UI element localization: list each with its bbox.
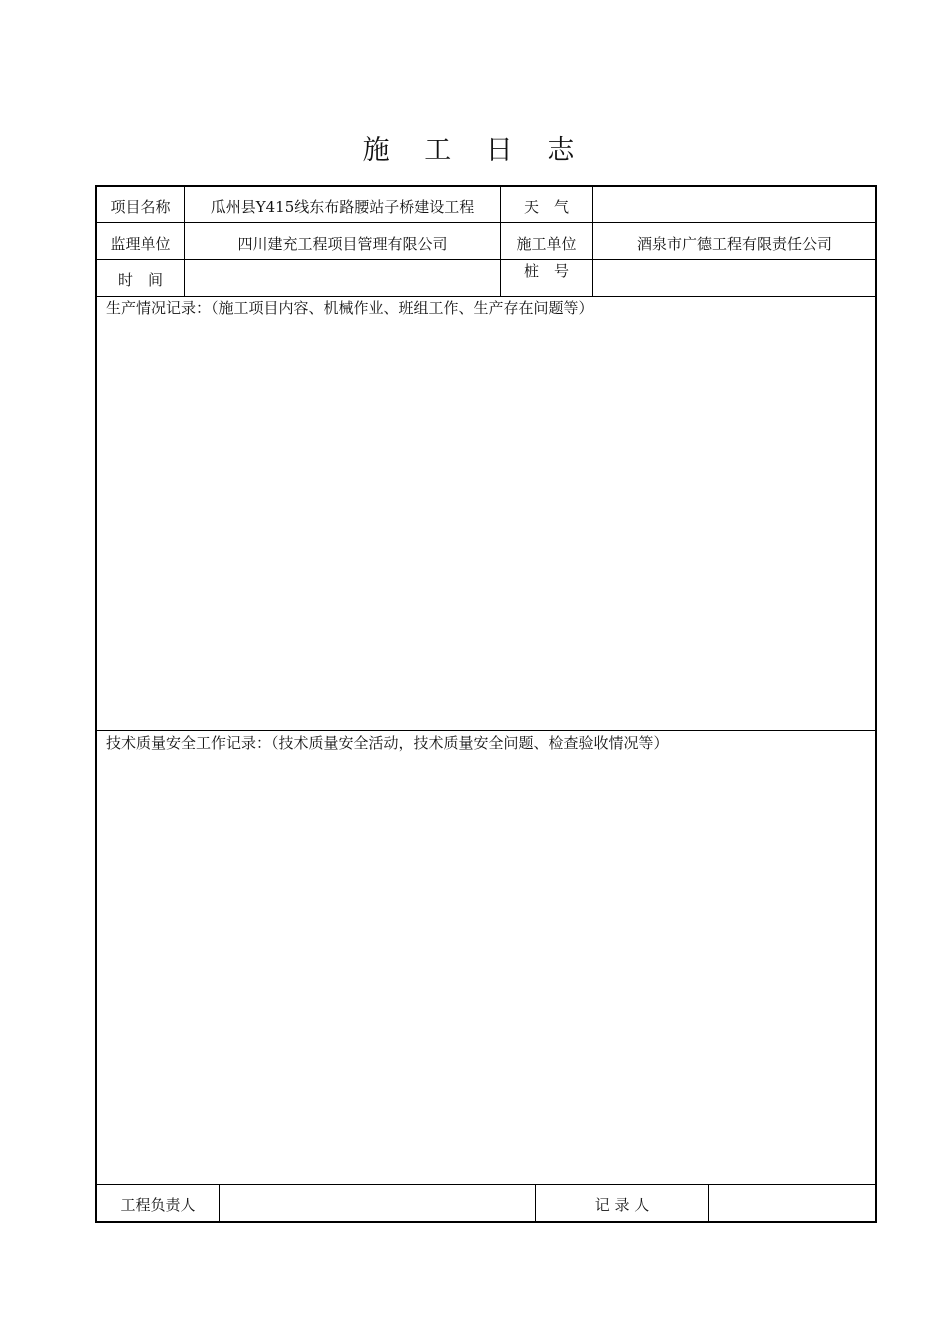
construction-log-form xyxy=(95,185,877,1223)
section-divider xyxy=(97,730,877,731)
quality-safety-record-area[interactable] xyxy=(99,752,875,1180)
weather-value[interactable] xyxy=(594,196,874,216)
col-divider xyxy=(875,223,876,259)
contractor-label: 施工单位 xyxy=(516,235,577,253)
engineer-value[interactable] xyxy=(222,1194,532,1214)
page-title: 施 工 日 志 xyxy=(362,135,588,166)
supervisor-label: 监理单位 xyxy=(110,235,171,253)
project-name-label: 项目名称 xyxy=(110,198,171,216)
row-divider xyxy=(97,222,877,223)
quality-safety-record-label: 技术质量安全工作记录：（技术质量安全活动，技术质量安全问题、检查验收情况等） xyxy=(106,734,669,752)
project-name-value[interactable]: 瓜州县Y415线东布路腰站子桥建设工程 xyxy=(210,198,475,216)
time-value[interactable] xyxy=(187,269,497,289)
col-divider xyxy=(592,187,593,296)
weather-label: 天 气 xyxy=(523,198,569,216)
contractor-value[interactable]: 酒泉市广德工程有限责任公司 xyxy=(636,235,832,253)
recorder-value[interactable] xyxy=(711,1194,871,1214)
station-label: 桩 号 xyxy=(523,262,569,280)
production-record-area[interactable] xyxy=(99,317,875,727)
supervisor-value[interactable]: 四川建充工程项目管理有限公司 xyxy=(237,235,448,253)
col-divider xyxy=(219,1184,220,1221)
row-divider xyxy=(97,259,877,260)
production-record-label: 生产情况记录：（施工项目内容、机械作业、班组工作、生产存在问题等） xyxy=(106,299,594,317)
recorder-label: 记 录 人 xyxy=(594,1196,650,1214)
time-label: 时 间 xyxy=(117,271,163,289)
section-divider xyxy=(97,1184,877,1185)
station-value[interactable] xyxy=(594,269,874,289)
col-divider xyxy=(708,1184,709,1221)
engineer-label: 工程负责人 xyxy=(120,1196,196,1214)
